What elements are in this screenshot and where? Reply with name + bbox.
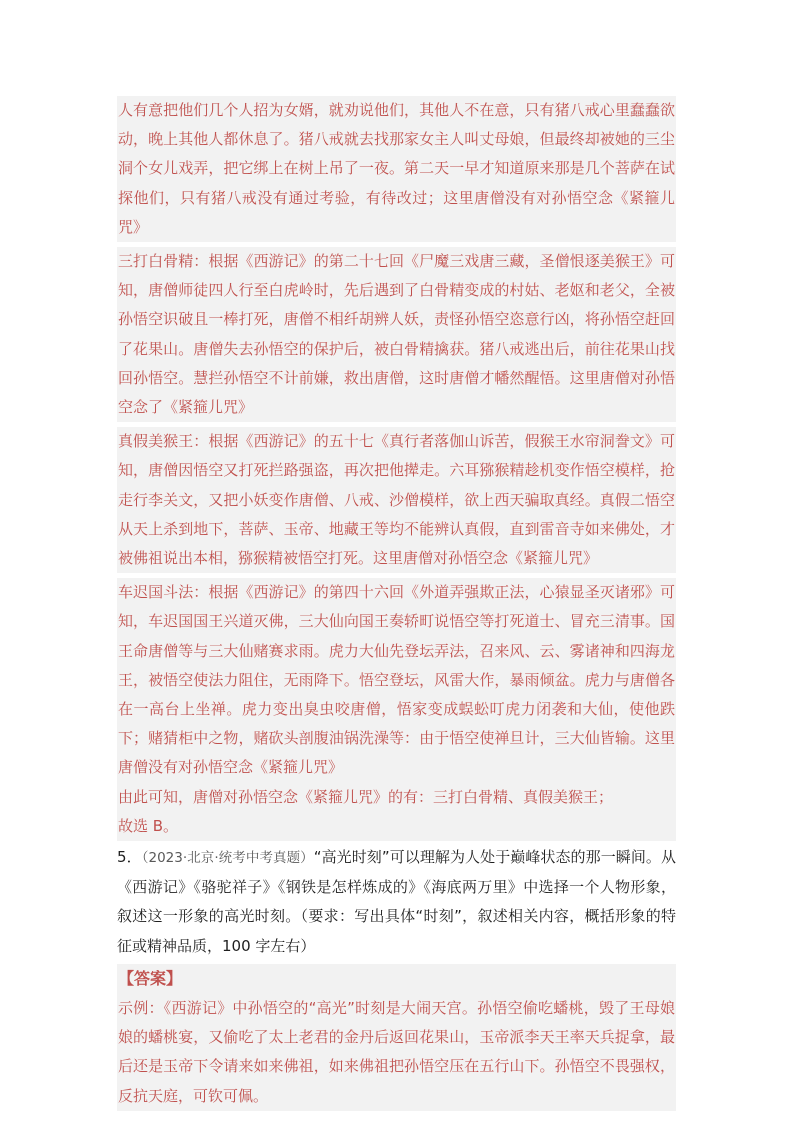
question-5	[117, 843, 676, 961]
explanation-block	[117, 247, 676, 422]
answer-label: 【答案】	[117, 964, 676, 994]
paragraph-conclusion: 由此可知，唐僧对孙悟空念《紧箍儿咒》的有：三打白骨精、真假美猴王；	[118, 787, 614, 806]
question-number: 5．	[117, 848, 142, 867]
explanation-block	[117, 578, 676, 841]
paragraph-white-bone-demon: 三打白骨精：根据《西游记》的第二十七回《尸魔三戏唐三藏，圣僧恨逐美猴王》可知，唐僧师徒四人行至白虎岭时，先后遇到了白骨精变成的村姑、老妪和老父，全被孙悟空识破且一棒打死，唐僧不相纤胡辨人妖，责怪孙悟空恣意行凶，将孙悟空赶回了花果山。唐僧失去孙悟空的保护后，被白骨精擒获。猪八戒逃出后，前往花果山找回孙悟空。慧拦孙悟空不计前嫌，救出唐僧，这时唐僧才幡然醒悟。这里唐僧对孙悟空念了《紧箍儿咒》	[118, 252, 675, 417]
document-content	[117, 96, 676, 1111]
paragraph-fake-monkey-king: 真假美猴王：根据《西游记》的五十七《真行者落伽山诉苦，假猴王水帘洞誊文》可知，唐僧因悟空又打死拦路强盗，再次把他撵走。六耳猕猴精趁机变作悟空模样，抢走行李关文，又把小妖变作唐僧、八戒、沙僧模样，欲上西天骗取真经。真假二悟空从天上杀到地下，菩萨、玉帝、地藏王等均不能辨认真假，直到雷音寺如来佛处，才被佛祖说出本相，猕猴精被悟空打死。这里唐僧对孙悟空念《紧箍儿咒》	[118, 432, 675, 568]
paragraph-pigsy-test: 人有意把他们几个人招为女婿，就劝说他们，其他人不在意，只有猪八戒心里蠢蠢欲动，晚上其他人都休息了。猪八戒就去找那家女主人叫丈母娘，但最终却被她的三尘洞个女儿戏弄，把它绑上在树上吊了一夜。第二天一早才知道原来那是几个菩萨在试探他们，只有猪八戒没有通过考验，有待改过；这里唐僧没有对孙悟空念《紧箍儿咒》	[118, 101, 675, 236]
paragraph-chechi-kingdom: 车迟国斗法：根据《西游记》的第四十六回《外道弄强欺正法，心猿显圣灭诸邪》可知，车迟国国王兴道灭佛，三大仙向国王奏轿町说悟空等打死道士、冒充三清事。国王命唐僧等与三大仙赌赛求雨。虎力大仙先登坛弄法，召来风、云、雾诸神和四海龙王，被悟空使法力阻住，无雨降下。悟空登坛，风雷大作，暴雨倾盆。虎力与唐僧各在一高台上坐禅。虎力变出臭虫咬唐僧，悟家变成蜈蚣叮虎力闭袭和大仙，使他跌下；赌猜柜中之物，赌砍头剖腹油锅洗澡等：由于悟空使禅旦计，三大仙皆输。这里唐僧没有对孙悟空念《紧箍儿咒》	[118, 583, 675, 777]
answer-block	[117, 994, 676, 1111]
answer-text: 示例：《西游记》中孙悟空的“高光”时刻是大闹天宫。孙悟空偷吃蟠桃，毁了王母娘娘的蟠桃宴，又偷吃了太上老君的金丹后返回花果山，玉帝派李天王率天兵捉拿，最后还是玉帝下令请来如来佛祖，如来佛祖把孙悟空压在五行山下。孙悟空不畏强权，反抗天庭，可钦可佩。	[118, 998, 675, 1105]
explanation-block	[117, 427, 676, 573]
question-text: “高光时刻”可以理解为人处于巅峰状态的那一瞬间。从《西游记》《骆驼祥子》《钢铁是怎样炼成的》《海底两万里》中选择一个人物形象，叙述这一形象的高光时刻。（要求：写出具体“时刻”，叙述相关内容，概括形象的特征或精神品质，100 字左右）	[117, 848, 676, 955]
paragraph-answer-choice: 故选 B。	[118, 816, 179, 835]
explanation-block	[117, 96, 676, 242]
question-source: （2023·北京·统考中考真题）	[141, 850, 314, 867]
